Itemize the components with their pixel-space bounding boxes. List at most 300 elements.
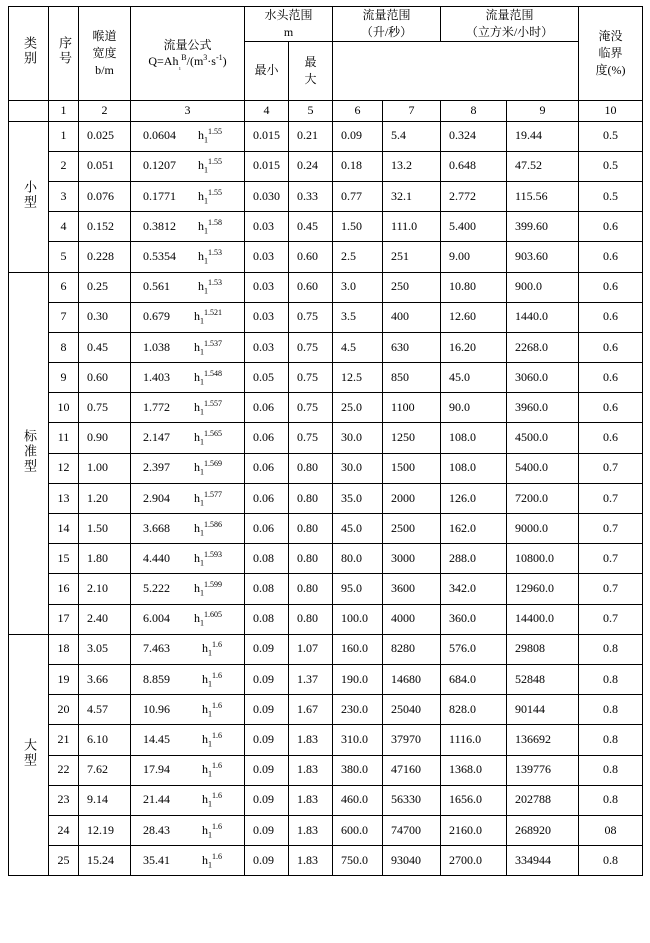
cell-throat-width: 4.57 <box>79 695 131 725</box>
cell-submerge: 0.6 <box>579 242 643 272</box>
formula-coefficient: 2.904 <box>143 490 170 505</box>
cell-flow-m3h-min: 2160.0 <box>441 815 507 845</box>
table-row <box>9 332 643 362</box>
formula-power: $h_1^{1.599}$ <box>194 580 222 598</box>
cell-formula <box>131 393 245 423</box>
formula-coefficient: 7.463 <box>143 641 170 656</box>
table-row <box>9 483 643 513</box>
cell-flow-ls-min: 1.50 <box>333 212 383 242</box>
cell-serial: 14 <box>49 514 79 544</box>
formula-coefficient: 5.222 <box>143 581 170 596</box>
cell-flow-m3h-max: 90144 <box>507 695 579 725</box>
formula-power: $h_1^{1.6}$ <box>202 731 222 749</box>
cell-serial: 23 <box>49 785 79 815</box>
formula-coefficient: 0.1207 <box>143 158 176 173</box>
formula-coefficient: 2.397 <box>143 460 170 475</box>
formula-coefficient: 17.94 <box>143 762 170 777</box>
cell-flow-m3h-min: 828.0 <box>441 695 507 725</box>
cell-flow-m3h-max: 268920 <box>507 815 579 845</box>
column-number: 1 <box>49 100 79 121</box>
formula-power: $h_1^{1.557}$ <box>194 398 222 417</box>
cell-throat-width: 0.30 <box>79 302 131 332</box>
cell-head-min: 0.08 <box>245 604 289 634</box>
cell-submerge: 0.7 <box>579 544 643 574</box>
cell-submerge: 0.8 <box>579 755 643 785</box>
cell-serial: 16 <box>49 574 79 604</box>
cell-flow-m3h-max: 12960.0 <box>507 574 579 604</box>
cell-throat-width: 1.20 <box>79 483 131 513</box>
header-head-max: 最 大 <box>289 41 333 100</box>
cell-submerge: 0.5 <box>579 151 643 181</box>
table-header-row-1 <box>9 7 643 42</box>
cell-head-max: 0.45 <box>289 212 333 242</box>
cell-flow-ls-min: 0.77 <box>333 181 383 211</box>
cell-flow-m3h-min: 16.20 <box>441 332 507 362</box>
cell-submerge: 0.6 <box>579 423 643 453</box>
cell-flow-ls-min: 750.0 <box>333 846 383 876</box>
cell-flow-ls-max: 1500 <box>383 453 441 483</box>
cell-flow-m3h-max: 9000.0 <box>507 514 579 544</box>
cell-throat-width: 1.50 <box>79 514 131 544</box>
cell-head-min: 0.09 <box>245 695 289 725</box>
cell-flow-m3h-min: 360.0 <box>441 604 507 634</box>
cell-serial: 9 <box>49 363 79 393</box>
cell-throat-width: 0.25 <box>79 272 131 302</box>
cell-flow-ls-max: 74700 <box>383 815 441 845</box>
formula-power: $h_1^{1.593}$ <box>194 549 222 568</box>
cell-serial: 7 <box>49 302 79 332</box>
cell-flow-m3h-max: 399.60 <box>507 212 579 242</box>
cell-submerge: 0.7 <box>579 514 643 544</box>
cell-flow-m3h-max: 7200.0 <box>507 483 579 513</box>
cell-head-max: 0.80 <box>289 483 333 513</box>
formula-coefficient: 3.668 <box>143 520 170 535</box>
cell-serial: 3 <box>49 181 79 211</box>
cell-head-max: 1.67 <box>289 695 333 725</box>
header-head-range: 水头范围 m <box>245 7 333 42</box>
cell-flow-ls-min: 35.0 <box>333 483 383 513</box>
header-head-min: 最小 <box>245 41 289 100</box>
column-number: 6 <box>333 100 383 121</box>
header-flow-m3h: 流量范围 （立方米/小时） <box>441 7 579 42</box>
cell-head-min: 0.06 <box>245 453 289 483</box>
cell-serial: 12 <box>49 453 79 483</box>
header-category: 类别 <box>9 7 49 101</box>
cell-flow-m3h-min: 5.400 <box>441 212 507 242</box>
formula-coefficient: 2.147 <box>143 430 170 445</box>
cell-flow-ls-max: 250 <box>383 272 441 302</box>
column-number: 7 <box>383 100 441 121</box>
cell-head-min: 0.09 <box>245 785 289 815</box>
cell-formula <box>131 785 245 815</box>
cell-head-min: 0.08 <box>245 574 289 604</box>
cell-flow-ls-max: 14680 <box>383 664 441 694</box>
cell-formula <box>131 151 245 181</box>
formula-power: $h_1^{1.6}$ <box>202 670 222 689</box>
cell-serial: 2 <box>49 151 79 181</box>
cell-formula <box>131 634 245 664</box>
cell-head-max: 0.21 <box>289 121 333 151</box>
table-row <box>9 634 643 664</box>
cell-flow-m3h-max: 10800.0 <box>507 544 579 574</box>
cell-serial: 24 <box>49 815 79 845</box>
cell-flow-m3h-min: 1656.0 <box>441 785 507 815</box>
cell-flow-ls-max: 93040 <box>383 846 441 876</box>
cell-flow-m3h-min: 0.648 <box>441 151 507 181</box>
cell-formula <box>131 332 245 362</box>
cell-flow-m3h-max: 334944 <box>507 846 579 876</box>
cell-serial: 1 <box>49 121 79 151</box>
cell-throat-width: 0.051 <box>79 151 131 181</box>
column-number: 8 <box>441 100 507 121</box>
cell-flow-m3h-max: 1440.0 <box>507 302 579 332</box>
cell-flow-m3h-min: 1116.0 <box>441 725 507 755</box>
cell-serial: 8 <box>49 332 79 362</box>
cell-flow-m3h-max: 903.60 <box>507 242 579 272</box>
cell-flow-ls-min: 160.0 <box>333 634 383 664</box>
cell-flow-ls-min: 0.09 <box>333 121 383 151</box>
cell-flow-m3h-max: 139776 <box>507 755 579 785</box>
cell-formula <box>131 242 245 272</box>
cell-head-max: 0.60 <box>289 242 333 272</box>
table-row <box>9 363 643 393</box>
formula-coefficient: 0.561 <box>143 279 170 294</box>
cell-submerge: 0.6 <box>579 212 643 242</box>
cell-throat-width: 3.05 <box>79 634 131 664</box>
cell-flow-ls-max: 13.2 <box>383 151 441 181</box>
header-formula: 流量公式 $Q=Ah_{_1}^B/(m^3\cdot s^{-1})$ <box>131 7 245 101</box>
cell-throat-width: 3.66 <box>79 664 131 694</box>
cell-head-max: 0.75 <box>289 363 333 393</box>
cell-flow-ls-max: 111.0 <box>383 212 441 242</box>
cell-flow-ls-max: 25040 <box>383 695 441 725</box>
cell-flow-ls-min: 100.0 <box>333 604 383 634</box>
cell-throat-width: 0.228 <box>79 242 131 272</box>
column-number: 3 <box>131 100 245 121</box>
cell-flow-m3h-max: 4500.0 <box>507 423 579 453</box>
cell-submerge: 0.7 <box>579 453 643 483</box>
cell-formula <box>131 181 245 211</box>
header-serial: 序号 <box>49 7 79 101</box>
cell-head-max: 1.07 <box>289 634 333 664</box>
cell-flow-ls-min: 12.5 <box>333 363 383 393</box>
cell-serial: 25 <box>49 846 79 876</box>
cell-throat-width: 0.90 <box>79 423 131 453</box>
cell-head-min: 0.03 <box>245 272 289 302</box>
category-cell: 小型 <box>9 121 49 272</box>
cell-flow-m3h-max: 29808 <box>507 634 579 664</box>
cell-flow-m3h-min: 126.0 <box>441 483 507 513</box>
column-number: 5 <box>289 100 333 121</box>
cell-submerge: 0.6 <box>579 302 643 332</box>
cell-flow-m3h-max: 47.52 <box>507 151 579 181</box>
cell-submerge: 0.8 <box>579 725 643 755</box>
table-row <box>9 725 643 755</box>
formula-power: $h_1^{1.6}$ <box>202 700 222 719</box>
cell-serial: 22 <box>49 755 79 785</box>
cell-submerge: 0.5 <box>579 181 643 211</box>
cell-formula <box>131 483 245 513</box>
cell-head-max: 0.80 <box>289 574 333 604</box>
cell-head-min: 0.06 <box>245 483 289 513</box>
table-row <box>9 604 643 634</box>
cell-flow-m3h-min: 162.0 <box>441 514 507 544</box>
table-row <box>9 664 643 694</box>
cell-throat-width: 2.10 <box>79 574 131 604</box>
cell-flow-m3h-min: 108.0 <box>441 423 507 453</box>
cell-formula <box>131 574 245 604</box>
cell-head-max: 1.83 <box>289 815 333 845</box>
cell-flow-ls-min: 95.0 <box>333 574 383 604</box>
cell-head-max: 1.83 <box>289 785 333 815</box>
cell-throat-width: 0.45 <box>79 332 131 362</box>
cell-throat-width: 0.60 <box>79 363 131 393</box>
cell-serial: 19 <box>49 664 79 694</box>
column-number: 2 <box>79 100 131 121</box>
formula-power: $h_1^{1.521}$ <box>194 308 222 326</box>
formula-power: $h_1^{1.6}$ <box>202 851 222 870</box>
column-number-row <box>9 100 643 121</box>
formula-power: $h_1^{1.6}$ <box>202 821 222 839</box>
cell-head-max: 0.75 <box>289 332 333 362</box>
formula-coefficient: 1.772 <box>143 399 170 414</box>
cell-flow-ls-min: 45.0 <box>333 514 383 544</box>
cell-flow-m3h-min: 10.80 <box>441 272 507 302</box>
table-row <box>9 393 643 423</box>
cell-flow-m3h-max: 19.44 <box>507 121 579 151</box>
cell-head-min: 0.09 <box>245 846 289 876</box>
cell-head-min: 0.09 <box>245 755 289 785</box>
formula-power: $h_1^{1.58}$ <box>198 217 222 236</box>
cell-formula <box>131 212 245 242</box>
cell-flow-m3h-max: 52848 <box>507 664 579 694</box>
cell-flow-ls-min: 600.0 <box>333 815 383 845</box>
formula-power: $h_1^{1.586}$ <box>194 519 222 538</box>
table-row <box>9 302 643 332</box>
cell-formula <box>131 664 245 694</box>
cell-head-min: 0.08 <box>245 544 289 574</box>
cell-serial: 6 <box>49 272 79 302</box>
cell-throat-width: 1.00 <box>79 453 131 483</box>
cell-flow-ls-max: 2000 <box>383 483 441 513</box>
formula-power: $h_1^{1.548}$ <box>194 368 222 387</box>
table-row <box>9 423 643 453</box>
cell-head-max: 0.75 <box>289 302 333 332</box>
cell-serial: 18 <box>49 634 79 664</box>
column-number: 9 <box>507 100 579 121</box>
formula-power: $h_1^{1.537}$ <box>194 338 222 356</box>
cell-formula <box>131 544 245 574</box>
cell-flow-ls-max: 251 <box>383 242 441 272</box>
cell-throat-width: 6.10 <box>79 725 131 755</box>
cell-flow-ls-min: 2.5 <box>333 242 383 272</box>
cell-formula <box>131 272 245 302</box>
cell-head-max: 1.37 <box>289 664 333 694</box>
cell-flow-m3h-max: 2268.0 <box>507 332 579 362</box>
cell-formula <box>131 846 245 876</box>
cell-flow-m3h-min: 12.60 <box>441 302 507 332</box>
cell-flow-ls-max: 2500 <box>383 514 441 544</box>
cell-flow-ls-max: 47160 <box>383 755 441 785</box>
cell-submerge: 0.8 <box>579 785 643 815</box>
header-submerge: 淹没 临界 度(%) <box>579 7 643 101</box>
cell-flow-ls-min: 25.0 <box>333 393 383 423</box>
cell-flow-m3h-min: 90.0 <box>441 393 507 423</box>
cell-head-max: 1.83 <box>289 725 333 755</box>
cell-head-max: 0.80 <box>289 544 333 574</box>
table-row <box>9 453 643 483</box>
formula-power: $h_1^{1.55}$ <box>198 127 222 145</box>
cell-flow-m3h-min: 576.0 <box>441 634 507 664</box>
cell-head-min: 0.09 <box>245 725 289 755</box>
cell-head-min: 0.05 <box>245 363 289 393</box>
cell-flow-ls-min: 460.0 <box>333 785 383 815</box>
cell-submerge: 0.8 <box>579 695 643 725</box>
cell-throat-width: 15.24 <box>79 846 131 876</box>
cell-serial: 4 <box>49 212 79 242</box>
cell-formula <box>131 815 245 845</box>
cell-flow-ls-max: 8280 <box>383 634 441 664</box>
cell-flow-ls-min: 0.18 <box>333 151 383 181</box>
cell-flow-ls-min: 190.0 <box>333 664 383 694</box>
formula-coefficient: 35.41 <box>143 852 170 867</box>
cell-formula <box>131 453 245 483</box>
table-row <box>9 181 643 211</box>
category-cell: 标准型 <box>9 272 49 634</box>
cell-throat-width: 9.14 <box>79 785 131 815</box>
cell-head-min: 0.06 <box>245 393 289 423</box>
header-throat-width: 喉道 宽度 b/m <box>79 7 131 101</box>
cell-flow-ls-min: 80.0 <box>333 544 383 574</box>
cell-formula <box>131 695 245 725</box>
cell-flow-m3h-min: 2.772 <box>441 181 507 211</box>
cell-head-min: 0.09 <box>245 634 289 664</box>
cell-flow-ls-min: 230.0 <box>333 695 383 725</box>
cell-formula <box>131 514 245 544</box>
cell-submerge: 0.6 <box>579 363 643 393</box>
cell-formula <box>131 725 245 755</box>
cell-flow-ls-max: 3000 <box>383 544 441 574</box>
cell-flow-m3h-min: 9.00 <box>441 242 507 272</box>
formula-power: $h_1^{1.53}$ <box>198 278 222 296</box>
cell-head-max: 1.83 <box>289 755 333 785</box>
category-cell: 大型 <box>9 634 49 876</box>
cell-flow-ls-min: 3.0 <box>333 272 383 302</box>
cell-throat-width: 0.75 <box>79 393 131 423</box>
cell-submerge: 08 <box>579 815 643 845</box>
cell-flow-m3h-max: 136692 <box>507 725 579 755</box>
table-row <box>9 755 643 785</box>
formula-coefficient: 0.679 <box>143 309 170 324</box>
cell-flow-m3h-max: 115.56 <box>507 181 579 211</box>
cell-flow-ls-min: 380.0 <box>333 755 383 785</box>
cell-flow-m3h-max: 3060.0 <box>507 363 579 393</box>
cell-head-min: 0.015 <box>245 151 289 181</box>
cell-flow-ls-max: 56330 <box>383 785 441 815</box>
cell-flow-m3h-max: 900.0 <box>507 272 579 302</box>
cell-submerge: 0.7 <box>579 574 643 604</box>
table-row <box>9 815 643 845</box>
cell-head-min: 0.03 <box>245 302 289 332</box>
cell-head-min: 0.03 <box>245 242 289 272</box>
formula-coefficient: 28.43 <box>143 822 170 837</box>
cell-throat-width: 1.80 <box>79 544 131 574</box>
cell-flow-m3h-max: 14400.0 <box>507 604 579 634</box>
formula-coefficient: 6.004 <box>143 611 170 626</box>
cell-flow-ls-max: 5.4 <box>383 121 441 151</box>
cell-flow-ls-max: 1250 <box>383 423 441 453</box>
formula-coefficient: 1.038 <box>143 339 170 354</box>
cell-submerge: 0.8 <box>579 846 643 876</box>
formula-power: $h_1^{1.577}$ <box>194 489 222 507</box>
formula-power: $h_1^{1.6}$ <box>202 761 222 779</box>
cell-flow-m3h-min: 342.0 <box>441 574 507 604</box>
cell-flow-m3h-max: 5400.0 <box>507 453 579 483</box>
table-row <box>9 151 643 181</box>
cell-formula <box>131 755 245 785</box>
cell-head-max: 0.24 <box>289 151 333 181</box>
formula-power: $h_1^{1.569}$ <box>194 459 222 477</box>
column-number: 10 <box>579 100 643 121</box>
cell-flow-ls-min: 30.0 <box>333 453 383 483</box>
cell-serial: 21 <box>49 725 79 755</box>
cell-submerge: 0.6 <box>579 393 643 423</box>
cell-flow-ls-max: 37970 <box>383 725 441 755</box>
table-row <box>9 695 643 725</box>
cell-head-max: 0.75 <box>289 423 333 453</box>
cell-formula <box>131 121 245 151</box>
cell-serial: 11 <box>49 423 79 453</box>
formula-coefficient: 10.96 <box>143 701 170 716</box>
cell-throat-width: 0.025 <box>79 121 131 151</box>
cell-head-min: 0.030 <box>245 181 289 211</box>
cell-flow-ls-max: 3600 <box>383 574 441 604</box>
cell-serial: 15 <box>49 544 79 574</box>
formula-coefficient: 0.3812 <box>143 218 176 233</box>
cell-flow-ls-max: 400 <box>383 302 441 332</box>
cell-flow-m3h-min: 45.0 <box>441 363 507 393</box>
header-flow-ls: 流量范围 （升/秒） <box>333 7 441 42</box>
table-row <box>9 574 643 604</box>
cell-head-min: 0.06 <box>245 514 289 544</box>
cell-head-max: 0.80 <box>289 604 333 634</box>
cell-formula <box>131 302 245 332</box>
formula-power: $h_1^{1.55}$ <box>198 187 222 206</box>
cell-head-max: 0.60 <box>289 272 333 302</box>
cell-flow-ls-min: 310.0 <box>333 725 383 755</box>
formula-power: $h_1^{1.605}$ <box>194 610 222 628</box>
cell-serial: 20 <box>49 695 79 725</box>
cell-flow-m3h-min: 1368.0 <box>441 755 507 785</box>
specification-table <box>8 6 643 876</box>
table-row <box>9 785 643 815</box>
cell-throat-width: 7.62 <box>79 755 131 785</box>
table-row <box>9 242 643 272</box>
cell-head-min: 0.06 <box>245 423 289 453</box>
cell-head-min: 0.09 <box>245 815 289 845</box>
cell-flow-m3h-max: 202788 <box>507 785 579 815</box>
cell-flow-m3h-min: 108.0 <box>441 453 507 483</box>
cell-submerge: 0.7 <box>579 604 643 634</box>
formula-power: $h_1^{1.6}$ <box>202 640 222 658</box>
cell-flow-m3h-min: 0.324 <box>441 121 507 151</box>
cell-flow-m3h-min: 684.0 <box>441 664 507 694</box>
cell-flow-m3h-max: 3960.0 <box>507 393 579 423</box>
cell-serial: 5 <box>49 242 79 272</box>
cell-throat-width: 12.19 <box>79 815 131 845</box>
table-row <box>9 846 643 876</box>
table-row <box>9 272 643 302</box>
